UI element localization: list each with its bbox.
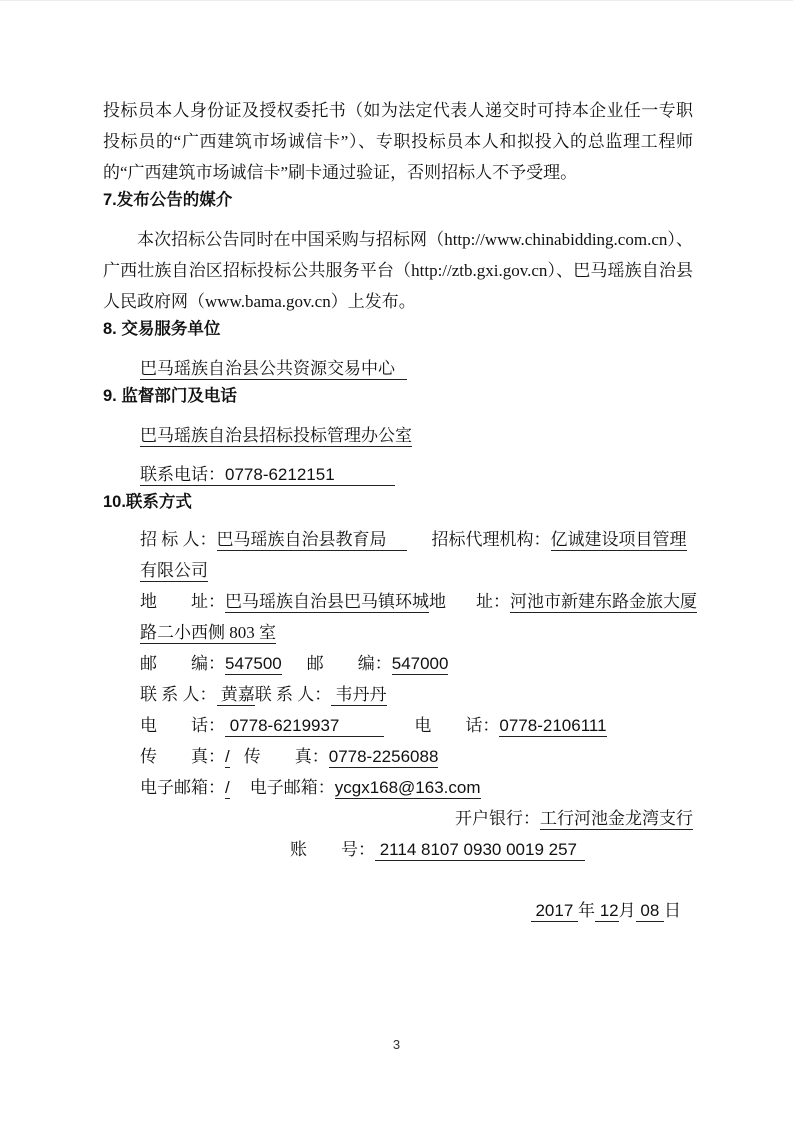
contact-row-address-cont (140, 617, 693, 648)
section8-heading: 8. 交易服务单位 (103, 320, 221, 338)
section9-heading: 9. 监督部门及电话 (103, 387, 237, 405)
supervision-phone-label: 联系电话： (140, 465, 225, 484)
fax-value-left: / (225, 747, 230, 766)
person-value-right: 韦丹丹 (331, 685, 387, 704)
section7-body: 本次招标公告同时在中国采购与招标网（http://www.chinabidding.com.cn）、广西壮族自治区招标投标公共服务平台（http://ztb.gxi.gov.cn）、巴马瑶族自治县人民政府网（www.bama.gov.cn）上发布。 (103, 230, 693, 311)
email-label-right: 电子邮箱： (249, 778, 335, 797)
bank-label: 开户银行： (455, 809, 540, 828)
email-label-left: 电子邮箱： (140, 778, 225, 797)
postal-value-right: 547000 (391, 654, 449, 673)
column-gap (282, 668, 307, 669)
supervision-phone-line (140, 459, 693, 490)
bank-value: 工行河池金龙湾支行 (540, 809, 693, 828)
contact-row-phones (140, 710, 693, 741)
intro-paragraph: 投标员本人身份证及授权委托书（如为法定代表人递交时可持本企业任一专职投标员的“广西建筑市场诚信卡”）、专职投标员本人和拟投入的总监理工程师的“广西建筑市场诚信卡”刷卡通过验证，否则招标人不予受理。 (103, 101, 693, 182)
supervision-phone-value: 0778-6212151 (225, 465, 335, 484)
person-label-left: 联 系 人： (140, 685, 217, 704)
phone-label-left: 电 话： (140, 716, 225, 735)
contact-row-email (140, 772, 693, 803)
supervision-office-line (140, 420, 693, 451)
fax-label-left: 传 真： (140, 747, 225, 766)
fax-label-right: 传 真： (243, 747, 329, 766)
page-number: 3 (392, 1037, 401, 1052)
date-day-unit: 日 (664, 901, 681, 920)
date-year: 2017 (530, 901, 578, 920)
person-label-right: 联 系 人： (254, 685, 332, 704)
date-year-unit: 年 (578, 901, 595, 920)
email-value-left: / (225, 778, 230, 797)
contact-row-postal (140, 648, 693, 679)
phone-label-right: 电 话： (414, 716, 500, 735)
agency-address-label-rest: 址： (476, 592, 510, 611)
bidder-label: 招 标 人： (140, 530, 217, 549)
contact-row-agency-cont (140, 555, 693, 586)
agency-address-value: 河池市新建东路金旅大厦 (510, 592, 697, 611)
account-line (290, 834, 693, 865)
date-month: 12 (595, 901, 619, 920)
column-gap (230, 761, 244, 762)
column-gap (384, 730, 414, 731)
agency-value-line2: 有限公司 (140, 561, 208, 580)
section7-heading: 7.发布公告的媒介 (103, 191, 233, 209)
agency-label: 招标代理机构： (431, 530, 551, 549)
postal-label-left: 邮 编： (140, 654, 225, 673)
address-value-line1: 巴马瑶族自治县巴马镇环城 (225, 592, 429, 611)
column-gap (446, 606, 476, 607)
account-label: 账 号： (290, 840, 375, 859)
account-value: 2114 8107 0930 0019 257 (375, 840, 585, 861)
section10-heading: 10.联系方式 (103, 493, 192, 511)
contact-row-fax (140, 741, 693, 772)
postal-value-left: 547500 (225, 654, 282, 673)
date-line (103, 895, 693, 926)
contact-row-bidder (140, 524, 693, 555)
agency-address-label-split: 地 (429, 592, 446, 611)
contact-row-persons (140, 679, 693, 710)
date-month-unit: 月 (618, 901, 636, 920)
contact-row-address (140, 586, 697, 617)
bidder-value: 巴马瑶族自治县教育局 (217, 530, 407, 551)
supervision-office-value: 巴马瑶族自治县招标投标管理办公室 (140, 426, 412, 445)
phone-value-right: 0778-2106111 (499, 716, 607, 735)
address-label: 地 址： (140, 592, 225, 611)
trade-center-value: 巴马瑶族自治县公共资源交易中心 (140, 359, 407, 380)
agency-value-line1: 亿诚建设项目管理 (550, 530, 687, 549)
document-content (103, 95, 697, 926)
bank-line (103, 803, 693, 834)
supervision-phone-underline (140, 465, 395, 486)
fax-value-right: 0778-2256088 (328, 747, 439, 766)
trade-service-line (140, 353, 693, 384)
date-day: 08 (635, 901, 664, 920)
email-value-right: ycgx168@163.com (334, 778, 481, 797)
address-value-line2: 路二小西侧 803 室 (140, 623, 276, 642)
postal-label-right: 邮 编： (306, 654, 392, 673)
phone-value-left: 0778-6219937 (225, 716, 384, 737)
column-gap (407, 544, 432, 545)
column-gap (230, 792, 250, 793)
person-value-left: 黄嘉 (216, 685, 255, 704)
